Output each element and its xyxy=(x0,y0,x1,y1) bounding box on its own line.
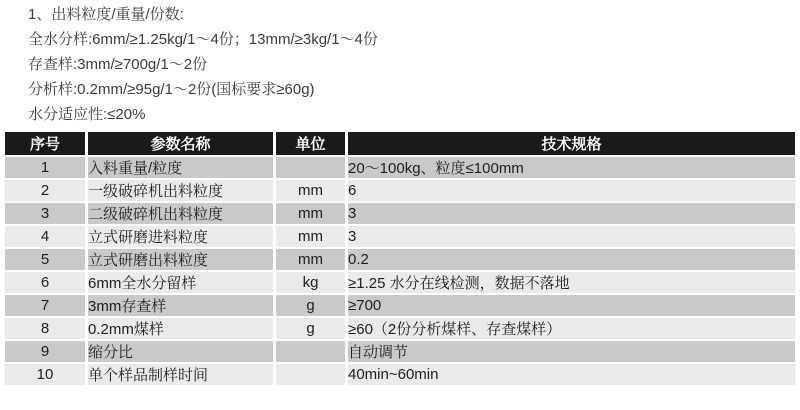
cell-index: 10 xyxy=(5,364,88,387)
cell-unit: kg xyxy=(276,272,348,295)
cell-technical-spec: 自动调节 xyxy=(348,341,795,364)
intro-line-full-moisture-sample: 全水分样:6mm/≥1.25kg/1〜4份；13mm/≥3kg/1〜4份 xyxy=(28,31,378,48)
cell-technical-spec: ≥1.25 水分在线检测，数据不落地 xyxy=(348,272,795,295)
cell-index: 1 xyxy=(5,157,88,180)
cell-index: 2 xyxy=(5,180,88,203)
cell-technical-spec: ≥60（2份分析煤样、存查煤样） xyxy=(348,318,795,341)
cell-parameter-name: 一级破碎机出料粒度 xyxy=(88,180,276,203)
cell-index: 7 xyxy=(5,295,88,318)
cell-parameter-name: 6mm全水分留样 xyxy=(88,272,276,295)
table-row xyxy=(5,249,795,272)
cell-unit: g xyxy=(276,295,348,318)
column-header-unit: 单位 xyxy=(276,132,348,157)
cell-index: 6 xyxy=(5,272,88,295)
cell-technical-spec: 3 xyxy=(348,203,795,226)
table-row xyxy=(5,157,795,180)
intro-line-moisture-adaptability: 水分适应性:≤20% xyxy=(28,106,146,123)
spec-table xyxy=(5,132,795,387)
cell-technical-spec: 0.2 xyxy=(348,249,795,272)
intro-line-analysis-sample: 分析样:0.2mm/≥95g/1〜2份(国标要求≥60g) xyxy=(28,81,315,98)
table-row xyxy=(5,226,795,249)
cell-parameter-name: 单个样品制样时间 xyxy=(88,364,276,387)
cell-parameter-name: 3mm存查样 xyxy=(88,295,276,318)
cell-index: 3 xyxy=(5,203,88,226)
column-header-index: 序号 xyxy=(5,132,88,157)
intro-text xyxy=(0,0,800,123)
cell-parameter-name: 缩分比 xyxy=(88,341,276,364)
table-row xyxy=(5,364,795,387)
cell-parameter-name: 0.2mm煤样 xyxy=(88,318,276,341)
table-header-row xyxy=(5,132,795,157)
cell-technical-spec: ≥700 xyxy=(348,295,795,318)
cell-unit: mm xyxy=(276,203,348,226)
cell-technical-spec: 6 xyxy=(348,180,795,203)
cell-parameter-name: 入料重量/粒度 xyxy=(88,157,276,180)
intro-line-title: 1、出料粒度/重量/份数: xyxy=(28,6,184,23)
table-row xyxy=(5,203,795,226)
table-row xyxy=(5,180,795,203)
cell-parameter-name: 二级破碎机出料粒度 xyxy=(88,203,276,226)
cell-index: 8 xyxy=(5,318,88,341)
cell-unit: g xyxy=(276,318,348,341)
table-row xyxy=(5,318,795,341)
cell-index: 5 xyxy=(5,249,88,272)
cell-unit: mm xyxy=(276,249,348,272)
intro-line-archive-sample: 存查样:3mm/≥700g/1〜2份 xyxy=(28,56,208,73)
table-row xyxy=(5,341,795,364)
cell-unit xyxy=(276,157,348,180)
cell-index: 9 xyxy=(5,341,88,364)
cell-index: 4 xyxy=(5,226,88,249)
cell-technical-spec: 3 xyxy=(348,226,795,249)
cell-parameter-name: 立式研磨出料粒度 xyxy=(88,249,276,272)
table-row xyxy=(5,295,795,318)
cell-technical-spec: 40min~60min xyxy=(348,364,795,387)
table-row xyxy=(5,272,795,295)
column-header-parameter-name: 参数名称 xyxy=(88,132,276,157)
cell-parameter-name: 立式研磨进料粒度 xyxy=(88,226,276,249)
cell-technical-spec: 20〜100kg、粒度≤100mm xyxy=(348,157,795,180)
cell-unit xyxy=(276,364,348,387)
column-header-technical-spec: 技术规格 xyxy=(348,132,795,157)
cell-unit xyxy=(276,341,348,364)
cell-unit: mm xyxy=(276,226,348,249)
cell-unit: mm xyxy=(276,180,348,203)
